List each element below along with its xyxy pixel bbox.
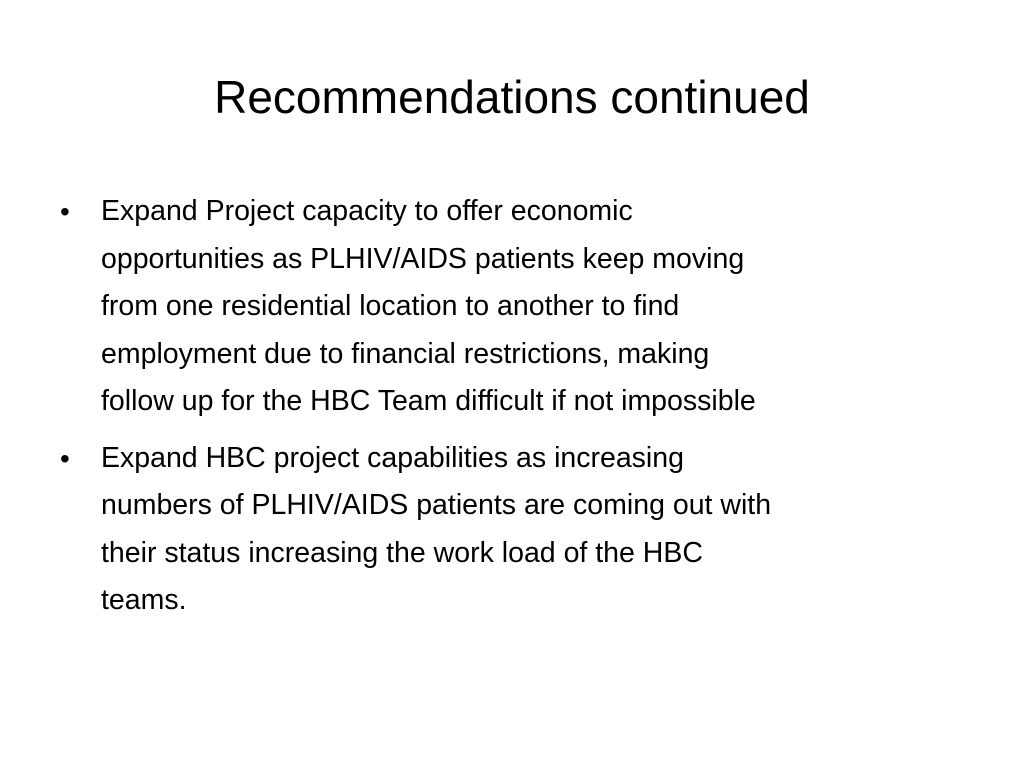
bullet-list xyxy=(60,188,970,634)
bullet-line: follow up for the HBC Team difficult if not impossible xyxy=(101,385,756,417)
bullet-line: Expand HBC project capabilities as increasing xyxy=(101,441,684,474)
bullet-line: employment due to financial restrictions, making xyxy=(101,337,710,370)
slide-title: Recommendations continued xyxy=(214,71,810,123)
bullet-item xyxy=(60,188,970,426)
bullet-line: Expand Project capacity to offer economic xyxy=(101,195,633,227)
bullet-line: teams. xyxy=(101,584,187,616)
bullet-dot-icon: • xyxy=(60,196,70,227)
bullet-line: their status increasing the work load of the HBC xyxy=(101,536,703,569)
bullet-line: numbers of PLHIV/AIDS patients are coming out with xyxy=(101,489,772,521)
bullet-line: from one residential location to another to find xyxy=(101,290,680,322)
bullet-dot-icon: • xyxy=(60,442,70,474)
bullet-item xyxy=(60,435,970,625)
bullet-line: opportunities as PLHIV/AIDS patients keep moving xyxy=(101,242,745,275)
